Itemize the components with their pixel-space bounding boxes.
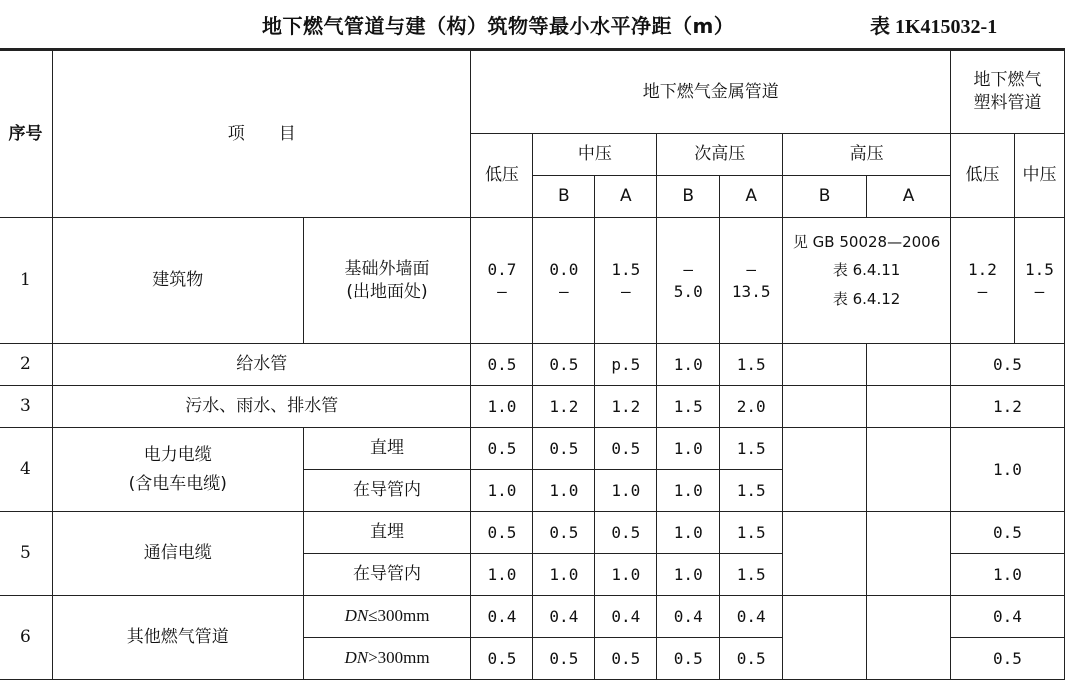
row-2-subhigh-a: 1.5: [720, 344, 783, 386]
row-3-mid-a: 1.2: [595, 386, 657, 428]
row-4b-mid-b: 1.0: [533, 470, 595, 512]
clearance-table: [0, 48, 1065, 680]
row-6-sub2-rest: >300mm: [368, 648, 430, 668]
row-4b-low: 1.0: [471, 470, 533, 512]
header-mid: 中压: [533, 134, 657, 176]
table-title: 地下燃气管道与建（构）筑物等最小水平净距（m）: [262, 14, 735, 38]
row-6-high-a: [867, 596, 951, 680]
row-6a-plastic: 0.4: [950, 596, 1064, 638]
header-subhigh-b: B: [657, 176, 720, 218]
row-3-high-a: [867, 386, 951, 428]
header-plastic-mid: 中压: [1014, 134, 1064, 218]
row-1-sub-line2: (出地面处): [346, 281, 428, 302]
row-4-high-b: [783, 428, 867, 512]
row-5b-mid-a: 1.0: [595, 554, 657, 596]
row-6a-mid-a: 0.4: [595, 596, 657, 638]
row-3-low: 1.0: [471, 386, 533, 428]
row-4-name: [52, 428, 303, 512]
row-4a-mid-a: 0.5: [595, 428, 657, 470]
row-3-high-b: [783, 386, 867, 428]
header-subhigh-a: A: [720, 176, 783, 218]
header-low: 低压: [471, 134, 533, 218]
row-6-sub2: [303, 638, 471, 680]
row-6a-subhigh-b: 0.4: [657, 596, 720, 638]
cell-value: —: [746, 259, 757, 279]
cell-value: 0.7: [487, 259, 517, 279]
row-6b-subhigh-b: 0.5: [657, 638, 720, 680]
table-code: 表 1K415032-1: [870, 16, 998, 38]
row-1-low: [471, 218, 533, 344]
row-1-sub-line1: 基础外墙面: [344, 258, 430, 279]
row-4-sub1: 直埋: [303, 428, 471, 470]
row-6-sub1-dn: DN: [344, 606, 369, 626]
row-2-mid-b: 0.5: [533, 344, 595, 386]
header-high-a: A: [867, 176, 951, 218]
row-1-high-line2: 表 6.4.11: [832, 261, 901, 280]
row-5a-low: 0.5: [471, 512, 533, 554]
row-6a-mid-b: 0.4: [533, 596, 595, 638]
header-metal-pipe: 地下燃气金属管道: [471, 50, 951, 134]
row-6b-plastic: 0.5: [950, 638, 1064, 680]
row-4-sub2: 在导管内: [303, 470, 471, 512]
row-1-high: [783, 218, 951, 344]
row-4a-subhigh-a: 1.5: [720, 428, 783, 470]
row-1-subhigh-a: [720, 218, 783, 344]
row-2-high-b: [783, 344, 867, 386]
row-2-plastic: 0.5: [950, 344, 1064, 386]
header-high-b: B: [783, 176, 867, 218]
cell-value: 1.5: [1025, 259, 1054, 279]
cell-value: 1.2: [968, 259, 997, 279]
row-1-mid-a: [595, 218, 657, 344]
row-3-index: 3: [0, 386, 52, 428]
row-1-name: 建筑物: [52, 218, 303, 344]
row-6b-mid-b: 0.5: [533, 638, 595, 680]
row-6b-subhigh-a: 0.5: [720, 638, 783, 680]
row-1-mid-b: [533, 218, 595, 344]
row-1-high-line1: 见 GB 50028—2006: [792, 233, 941, 251]
row-6-sub1: [303, 596, 471, 638]
row-1-plastic-mid: [1014, 218, 1064, 344]
row-4b-subhigh-a: 1.5: [720, 470, 783, 512]
row-2-mid-a: p.5: [595, 344, 657, 386]
row-3-subhigh-b: 1.5: [657, 386, 720, 428]
row-5a-subhigh-a: 1.5: [720, 512, 783, 554]
row-3-subhigh-a: 2.0: [720, 386, 783, 428]
row-4a-low: 0.5: [471, 428, 533, 470]
header-seq: 序号: [0, 50, 52, 218]
row-6a-low: 0.4: [471, 596, 533, 638]
row-2-name: 给水管: [52, 344, 471, 386]
cell-value: 13.5: [731, 281, 771, 301]
row-6-name: 其他燃气管道: [52, 596, 303, 680]
row-1-plastic-low: [950, 218, 1014, 344]
row-5b-mid-b: 1.0: [533, 554, 595, 596]
row-4b-subhigh-b: 1.0: [657, 470, 720, 512]
row-5a-subhigh-b: 1.0: [657, 512, 720, 554]
header-high: 高压: [783, 134, 951, 176]
row-2-low: 0.5: [471, 344, 533, 386]
header-plastic-line1: 地下燃气: [973, 70, 1042, 91]
header-item: 项 目: [52, 50, 471, 218]
row-6b-low: 0.5: [471, 638, 533, 680]
row-4a-subhigh-b: 1.0: [657, 428, 720, 470]
header-plastic-pipe: [950, 50, 1064, 134]
row-5-name: 通信电缆: [52, 512, 303, 596]
row-4-index: 4: [0, 428, 52, 512]
cell-value: 1.5: [611, 259, 641, 279]
row-3-name: 污水、雨水、排水管: [52, 386, 471, 428]
row-5-index: 5: [0, 512, 52, 596]
row-1-high-line3: 表 6.4.12: [832, 289, 901, 308]
row-3-plastic: 1.2: [950, 386, 1064, 428]
header-plastic-line2: 塑料管道: [973, 93, 1042, 113]
row-1-index: 1: [0, 218, 52, 344]
row-6a-subhigh-a: 0.4: [720, 596, 783, 638]
row-5-high-b: [783, 512, 867, 596]
cell-value: 0.0: [549, 259, 579, 279]
row-5-high-a: [867, 512, 951, 596]
row-5b-plastic: 1.0: [950, 554, 1064, 596]
row-2-subhigh-b: 1.0: [657, 344, 720, 386]
row-4a-mid-b: 0.5: [533, 428, 595, 470]
cell-value: —: [683, 259, 694, 279]
header-mid-b: B: [533, 176, 595, 218]
cell-value: —: [1034, 281, 1045, 301]
row-2-high-a: [867, 344, 951, 386]
row-5b-low: 1.0: [471, 554, 533, 596]
row-5a-mid-a: 0.5: [595, 512, 657, 554]
cell-value: —: [497, 281, 507, 301]
cell-value: —: [977, 281, 988, 301]
row-6-high-b: [783, 596, 867, 680]
cell-value: 5.0: [673, 281, 703, 301]
row-4-name-line1: 电力电缆: [143, 444, 212, 465]
header-subhigh: 次高压: [657, 134, 783, 176]
row-4-high-a: [867, 428, 951, 512]
row-4b-mid-a: 1.0: [595, 470, 657, 512]
row-6-sub2-dn: DN: [344, 648, 369, 668]
row-5a-mid-b: 0.5: [533, 512, 595, 554]
row-6b-mid-a: 0.5: [595, 638, 657, 680]
header-plastic-low: 低压: [950, 134, 1014, 218]
row-1-sub: [303, 218, 471, 344]
header-mid-a: A: [595, 176, 657, 218]
cell-value: —: [620, 281, 631, 301]
row-5b-subhigh-a: 1.5: [720, 554, 783, 596]
row-6-sub1-rest: ≤300mm: [368, 606, 430, 626]
row-5-sub1: 直埋: [303, 512, 471, 554]
row-3-mid-b: 1.2: [533, 386, 595, 428]
row-6-index: 6: [0, 596, 52, 680]
row-4-plastic: 1.0: [950, 428, 1064, 512]
row-5b-subhigh-b: 1.0: [657, 554, 720, 596]
row-5a-plastic: 0.5: [950, 512, 1064, 554]
row-5-sub2: 在导管内: [303, 554, 471, 596]
row-1-subhigh-b: [657, 218, 720, 344]
row-4-name-line2: (含电车电缆): [128, 473, 227, 494]
cell-value: —: [559, 281, 569, 301]
row-2-index: 2: [0, 344, 52, 386]
